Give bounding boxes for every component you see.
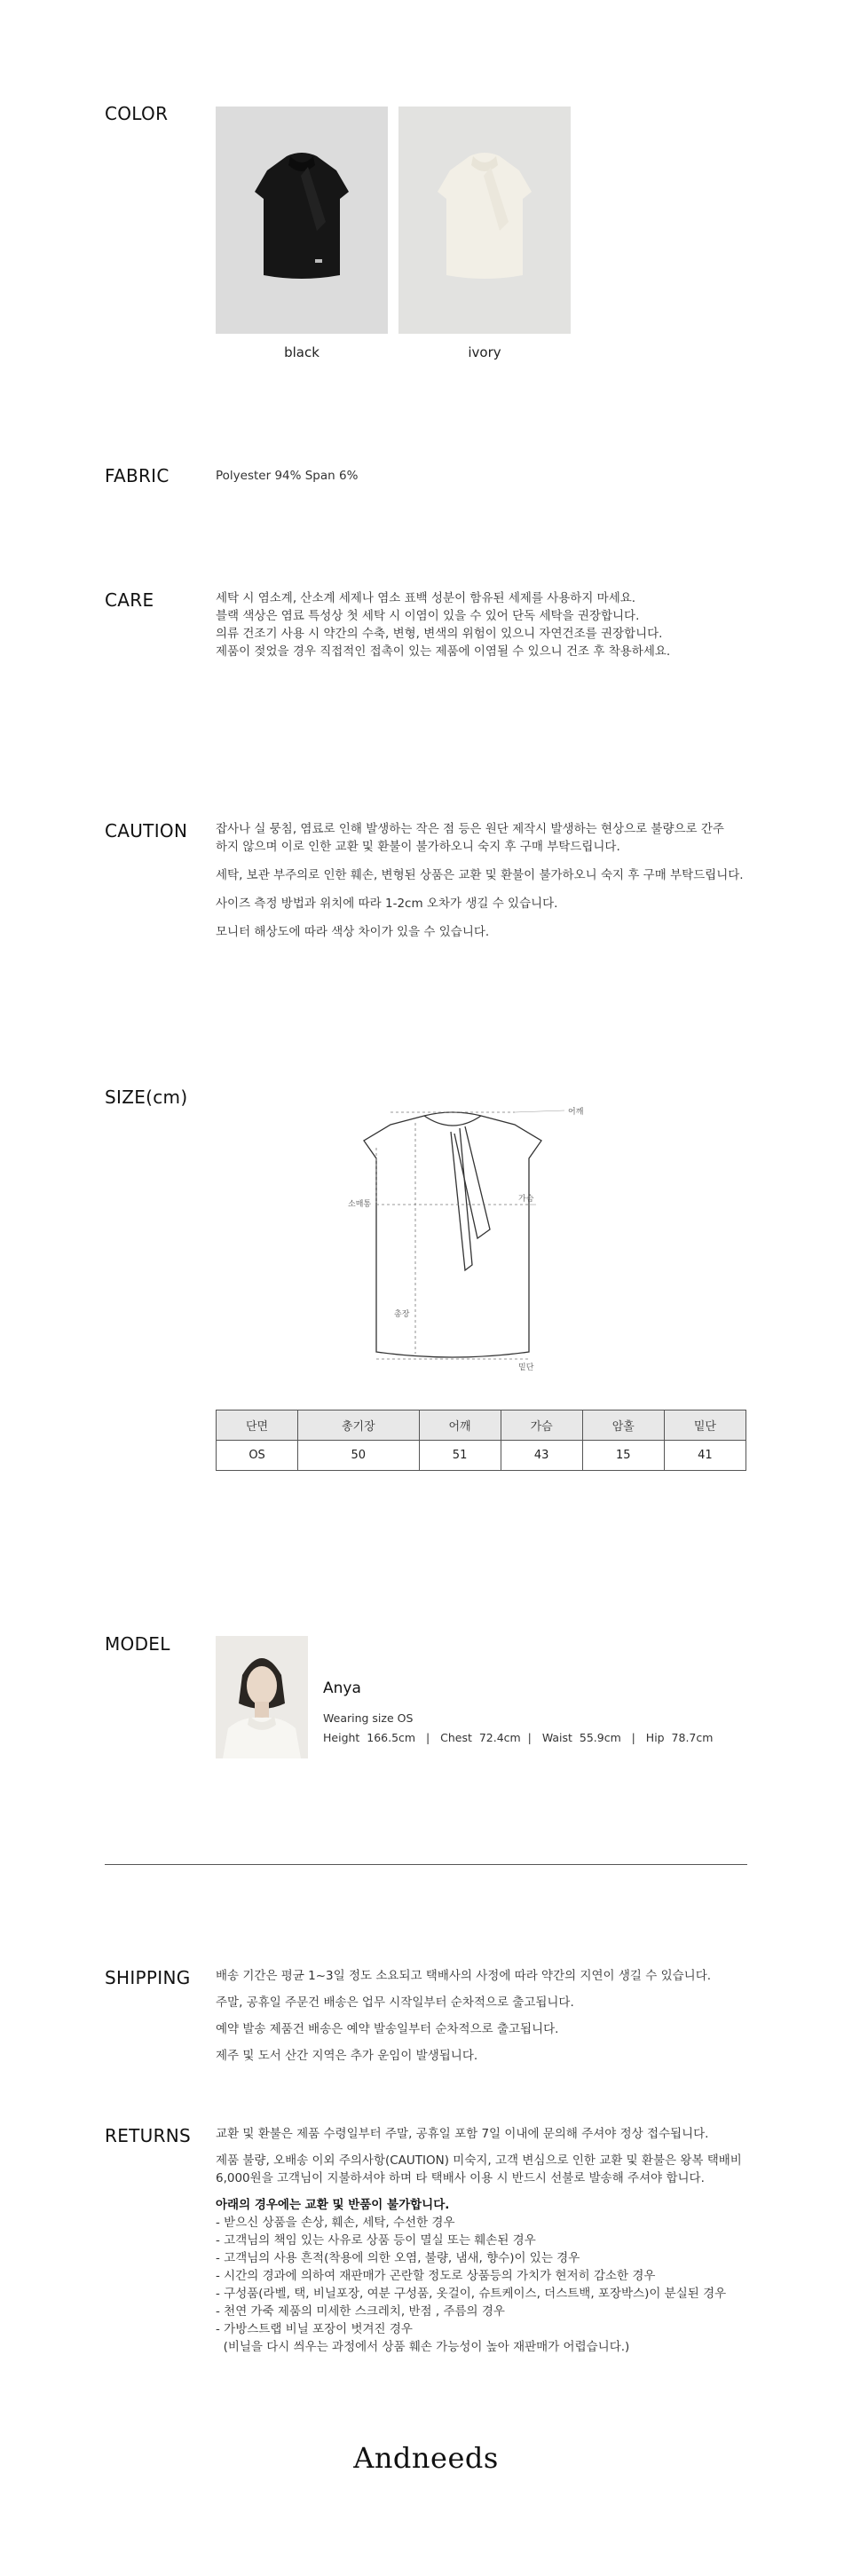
returns-heading: 아래의 경우에는 교환 및 반품이 불가합니다. [216,2198,450,2212]
size-table-header: 암홀 [582,1410,664,1441]
returns-item: - 가방스트랩 비닐 포장이 벗겨진 경우 [216,2322,413,2336]
size-section-title: SIZE(cm) [105,1087,188,1108]
diagram-label-armhole: 소매통 [348,1200,372,1209]
color-swatch-ivory[interactable] [398,107,571,334]
model-photo [216,1636,308,1758]
size-table-header-row [217,1410,746,1441]
returns-item: - 고객님의 책임 있는 사유로 상품 등이 멸실 또는 훼손된 경우 [216,2233,536,2248]
returns-item: - 고객님의 사용 흔적(착용에 의한 오염, 불량, 냄새, 향수)이 있는 경우 [216,2251,580,2265]
size-table-cell: 41 [664,1441,746,1471]
diagram-label-length: 총장 [394,1310,410,1319]
shipping-section-title: SHIPPING [105,1967,191,1988]
shipping-line: 배송 기간은 평균 1~3일 정도 소요되고 택배사의 사정에 따라 약간의 지연이 생길 수 있습니다. [216,1969,712,1983]
size-table-header: 어깨 [419,1410,501,1441]
brand-logo: Andneeds [353,2441,499,2475]
size-table-header: 총기장 [298,1410,419,1441]
caution-notes [216,820,744,941]
returns-line: 6,000원을 고객님이 지불하셔야 하며 타 택배사 이용 시 반드시 선불로 발송해 주셔야 합니다. [216,2171,705,2185]
care-instructions [216,589,670,660]
shipping-line: 주말, 공휴일 주문건 배송은 업무 시작일부터 순차적으로 출고됩니다. [216,1995,574,2010]
returns-item: - 받으신 상품을 손상, 훼손, 세탁, 수선한 경우 [216,2216,455,2230]
shipping-line: 예약 발송 제품건 배송은 예약 발송일부터 순차적으로 출고됩니다. [216,2022,559,2036]
caution-line: 잡사나 실 뭉침, 염료로 인해 발생하는 작은 점 등은 원단 제작시 발생하는 현상으로 불량으로 간주 [216,822,724,836]
diagram-label-chest: 가슴 [518,1195,534,1204]
returns-item: - 구성품(라벨, 택, 비닐포장, 여분 구성품, 옷걸이, 슈트케이스, 더스트백, 포장박스)이 분실된 경우 [216,2287,727,2301]
model-section-title: MODEL [105,1633,170,1655]
returns-item: - 천연 가죽 제품의 미세한 스크레치, 반점 , 주름의 경우 [216,2304,505,2319]
returns-line: 제품 불량, 오배송 이외 주의사항(CAUTION) 미숙지, 고객 변심으로 인한 교환 및 환불은 왕복 택배비 [216,2153,742,2168]
care-section-title: CARE [105,589,154,611]
size-table-cell: 43 [501,1441,582,1471]
size-table-cell: 15 [582,1441,664,1471]
care-line: 제품이 젖었을 경우 직접적인 접촉이 있는 제품에 이염될 수 있으니 건조 후 착용하세요. [216,644,671,659]
returns-line: 교환 및 환불은 제품 수령일부터 주말, 공휴일 포함 7일 이내에 문의해 주셔야 정상 접수됩니다. [216,2127,709,2141]
color-name-black: black [284,344,320,360]
returns-policy [216,2125,742,2356]
fabric-section-title: FABRIC [105,465,170,486]
care-line: 의류 건조기 사용 시 약간의 수축, 변형, 변색의 위험이 있으니 자연건조를 권장합니다. [216,627,663,641]
size-measurement-diagram [348,1105,612,1372]
caution-line: 세탁, 보관 부주의로 인한 훼손, 변형된 상품은 교환 및 환불이 불가하오니 숙지 후 구매 부탁드립니다. [216,868,744,882]
fabric-composition: Polyester 94% Span 6% [216,469,359,483]
size-table-cell: 50 [298,1441,419,1471]
size-table-header: 단면 [217,1410,298,1441]
model-portrait-image [216,1636,308,1758]
size-table-header: 가슴 [501,1410,582,1441]
black-blouse-image [216,107,388,334]
returns-item: - 시간의 경과에 의하여 재판매가 곤란할 정도로 상품등의 가치가 현저히 감소한 경우 [216,2269,656,2283]
shipping-line: 제주 및 도서 산간 지역은 추가 운임이 발생됩니다. [216,2049,478,2063]
diagram-label-hem: 밑단 [518,1363,534,1372]
size-table [216,1410,746,1471]
caution-section-title: CAUTION [105,820,188,842]
color-name-ivory: ivory [468,344,501,360]
model-measurements: Height 166.5cm | Chest 72.4cm | Waist 55.9cm | Hip 78.7cm [323,1731,714,1744]
returns-section-title: RETURNS [105,2125,192,2146]
size-table-cell: 51 [419,1441,501,1471]
shipping-info [216,1967,711,2074]
returns-item: (비닐을 다시 씌우는 과정에서 상품 훼손 가능성이 높아 재판매가 어렵습니다.) [216,2340,630,2354]
model-name: Anya [323,1679,361,1697]
caution-line: 모니터 해상도에 따라 색상 차이가 있을 수 있습니다. [216,925,490,939]
diagram-label-shoulder: 어깨 [568,1108,584,1117]
size-table-cell: OS [217,1441,298,1471]
section-divider [105,1864,747,1865]
care-line: 세탁 시 염소계, 산소계 세제나 염소 표백 성분이 함유된 세제를 사용하지 마세요. [216,591,636,605]
size-table-header: 밑단 [664,1410,746,1441]
color-swatch-black[interactable] [216,107,388,334]
model-wearing-size: Wearing size OS [323,1711,414,1725]
ivory-blouse-image [398,107,571,334]
caution-line: 사이즈 측정 방법과 위치에 따라 1-2cm 오차가 생길 수 있습니다. [216,897,558,911]
table-row [217,1441,746,1471]
color-section-title: COLOR [105,103,169,124]
caution-line: 하지 않으며 이로 인한 교환 및 환불이 불가하오니 숙지 후 구매 부탁드립니다. [216,840,620,854]
care-line: 블랙 색상은 염료 특성상 첫 세탁 시 이염이 있을 수 있어 단독 세탁을 권장합니다. [216,609,640,623]
